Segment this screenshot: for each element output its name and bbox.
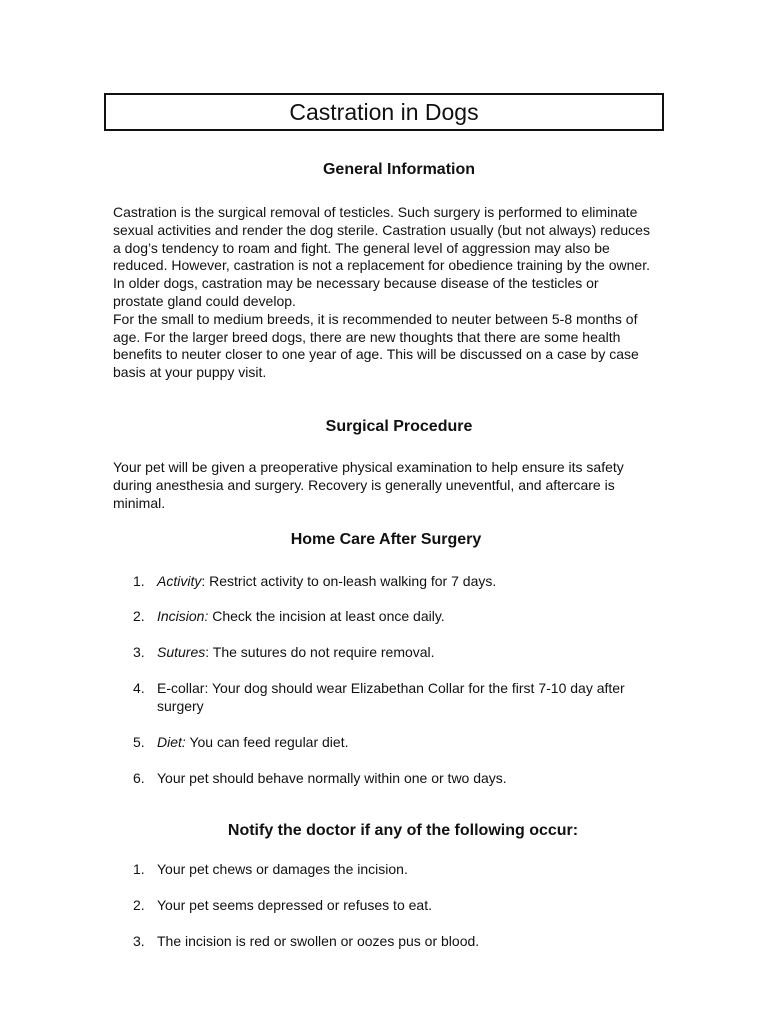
list-item-text: Your pet seems depressed or refuses to eat. [157, 897, 432, 913]
list-item-text: Check the incision at least once daily. [212, 608, 445, 624]
list-item-text: The incision is red or swollen or oozes pus or blood. [157, 933, 480, 949]
list-item-text: Restrict activity to on-leash walking for 7 days. [209, 573, 497, 589]
notify-doctor-heading: Notify the doctor if any of the following occur: [227, 822, 579, 839]
list-item-content [157, 643, 657, 661]
list-item-colon: : [205, 644, 210, 660]
list-item-text: You can feed regular diet. [189, 734, 349, 750]
list-item-label: E-collar: [157, 680, 209, 696]
list-item-label: Activity [157, 573, 202, 589]
list-item-text: Your pet should behave normally within one or two days. [157, 770, 507, 786]
list-item-text: The sutures do not require removal. [212, 644, 435, 660]
list-item-text: Your dog should wear Elizabethan Collar for the first 7-10 day after surgery [157, 680, 625, 714]
list-item-label: Sutures [157, 644, 206, 660]
list-item-colon: : [201, 573, 206, 589]
list-item-label: Incision: [157, 608, 209, 624]
list-item-content [157, 769, 657, 787]
notify-doctor-list [113, 860, 673, 950]
list-number: 3. [133, 644, 145, 660]
surgical-procedure-text [113, 459, 653, 512]
list-item-content [157, 607, 657, 625]
list-number: 6. [133, 770, 145, 786]
neuter-age-paragraph: For the small to medium breeds, it is recommended to neuter between 5-8 months of age. For the larger breed dogs, there are new thoughts that there are some health benefits to neuter closer to one year of age. This will be discussed on a case by case basis at your puppy visit. [113, 310, 639, 381]
list-item-content [157, 679, 657, 715]
list-number: 1. [133, 573, 145, 589]
home-care-heading: Home Care After Surgery [290, 531, 482, 548]
general-information-paragraph: Castration is the surgical removal of testicles. Such surgery is performed to eliminate sexual activities and render the dog sterile. Castration usually (but not always) reduces a dog’s tendency to roam and fight. The general level of aggression may also be reduced. However, castration is not a replacement for obedience training by the owner. [113, 204, 650, 274]
list-number: 3. [133, 933, 145, 949]
list-item-content [157, 572, 657, 590]
list-item-label: Diet: [157, 734, 186, 750]
list-number: 1. [133, 861, 145, 877]
surgical-procedure-paragraph: Your pet will be given a preoperative physical examination to help ensure its safety during anesthesia and surgery. Recovery is generally uneventful, and aftercare is minimal. [113, 459, 624, 511]
surgical-procedure-heading: Surgical Procedure [325, 418, 473, 435]
list-number: 2. [133, 608, 145, 624]
general-information-text [113, 204, 653, 382]
list-number: 4. [133, 680, 145, 696]
list-item-content [157, 733, 657, 751]
older-dogs-paragraph: In older dogs, castration may be necessary because disease of the testicles or prostate gland could develop. [113, 275, 599, 309]
document-title: Castration in Dogs [104, 93, 664, 131]
list-number: 2. [133, 897, 145, 913]
home-care-list [113, 572, 673, 792]
list-item-text: Your pet chews or damages the incision. [157, 861, 408, 877]
general-information-heading: General Information [322, 161, 476, 178]
list-number: 5. [133, 734, 145, 750]
